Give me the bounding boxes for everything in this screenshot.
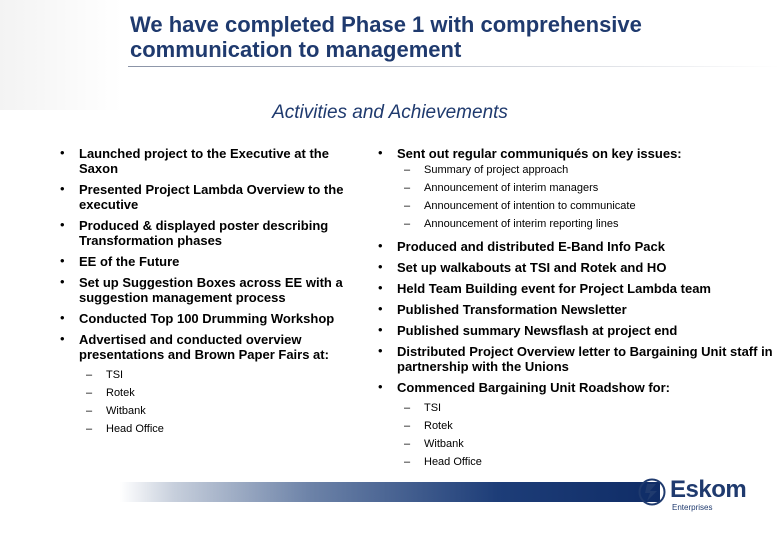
bullet-item: • Commenced Bargaining Unit Roadshow for:: [378, 379, 671, 395]
bullet-icon: •: [378, 301, 383, 316]
bullet-item: • Produced and distributed E-Band Info Pack: [378, 238, 665, 254]
bullet-item: • Launched project to the Executive at the Saxon: [60, 145, 329, 176]
bullet-icon: •: [378, 280, 383, 295]
left-sub-list: [60, 366, 368, 438]
right-first-sub-list: [378, 161, 778, 233]
bullet-item: • Held Team Building event for Project Lambda team: [378, 280, 711, 296]
bullet-icon: •: [378, 145, 383, 160]
bullet-icon: •: [60, 145, 65, 160]
bullet-item: • Advertised and conducted overview presentations and Brown Paper Fairs at:: [60, 331, 329, 362]
right-last-sub-list: [378, 399, 778, 471]
header-gradient: [0, 0, 122, 110]
logo-tagline: Enterprises: [672, 503, 713, 512]
sub-item: – Head Office: [378, 453, 778, 471]
bullet-icon: •: [60, 253, 65, 268]
dash-icon: –: [404, 438, 411, 450]
bullet-item: • Distributed Project Overview letter to Bargaining Unit staff in partnership with the Unions: [378, 343, 773, 374]
bullet-icon: •: [378, 379, 383, 394]
logo-wordmark: Eskom: [670, 476, 747, 503]
dash-icon: –: [404, 200, 411, 212]
sub-item: – Summary of project approach: [378, 161, 778, 179]
bullet-icon: •: [378, 322, 383, 337]
bullet-item: • Published Transformation Newsletter: [378, 301, 627, 317]
dash-icon: –: [404, 420, 411, 432]
bullet-icon: •: [378, 259, 383, 274]
bullet-item: • Sent out regular communiqués on key issues:: [378, 145, 682, 161]
bullet-item: • Presented Project Lambda Overview to the executive: [60, 181, 344, 212]
dash-icon: –: [404, 456, 411, 468]
bullet-icon: •: [378, 238, 383, 253]
bullet-item: • Conducted Top 100 Drumming Workshop: [60, 310, 335, 326]
bullet-icon: •: [60, 181, 65, 196]
bullet-icon: •: [60, 217, 65, 232]
bullet-icon: •: [60, 274, 65, 289]
bullet-item: • EE of the Future: [60, 253, 180, 269]
eskom-logo-icon: [638, 478, 666, 506]
sub-item: – Witbank: [378, 435, 778, 453]
bullet-icon: •: [60, 310, 65, 325]
sub-item: – TSI: [378, 399, 778, 417]
bullet-item: • Set up walkabouts at TSI and Rotek and HO: [378, 259, 667, 275]
bullet-item: • Published summary Newsflash at project end: [378, 322, 678, 338]
bullet-item: • Set up Suggestion Boxes across EE with a suggestion management process: [60, 274, 343, 305]
sub-item: – Announcement of interim reporting lines: [378, 215, 778, 233]
title-divider: [128, 66, 780, 67]
dash-icon: –: [86, 405, 93, 417]
left-column: [60, 146, 368, 442]
sub-item: – Announcement of intention to communicate: [378, 197, 778, 215]
sub-item: – Rotek: [60, 384, 368, 402]
bullet-item: • Produced & displayed poster describing Transformation phases: [60, 217, 329, 248]
dash-icon: –: [86, 369, 93, 381]
section-subtitle: Activities and Achievements: [272, 102, 508, 123]
company-logo: [638, 476, 760, 516]
sub-item: – TSI: [60, 366, 368, 384]
bullet-icon: •: [60, 331, 65, 346]
slide-title: We have completed Phase 1 with comprehensive communication to management: [130, 12, 642, 62]
dash-icon: –: [404, 182, 411, 194]
dash-icon: –: [404, 402, 411, 414]
footer-bar: [120, 482, 660, 502]
bullet-icon: •: [378, 343, 383, 358]
sub-item: – Witbank: [60, 402, 368, 420]
sub-item: – Rotek: [378, 417, 778, 435]
dash-icon: –: [86, 387, 93, 399]
sub-item: – Head Office: [60, 420, 368, 438]
sub-item: – Announcement of interim managers: [378, 179, 778, 197]
dash-icon: –: [404, 218, 411, 230]
dash-icon: –: [404, 164, 411, 176]
right-column: [378, 146, 778, 477]
dash-icon: –: [86, 423, 93, 435]
